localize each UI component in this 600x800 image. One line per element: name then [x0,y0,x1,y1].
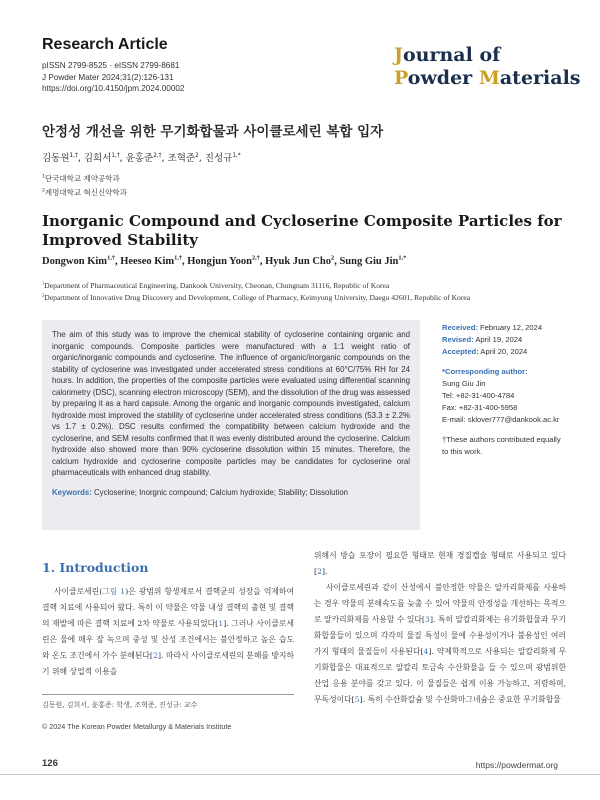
citation-ref[interactable]: 3 [424,615,430,624]
section-title-introduction: 1. Introduction [42,560,149,575]
journal-meta [42,60,184,95]
body-column-right: 위해서 방습 포장이 필요한 형태로 현재 경질캡슐 형태로 사용되고 있다[2]. 사이클로세린과 같이 산성에서 불안정한 약물은 알카리화제를 사용하는 경우 약물의 분해속도를 늦출 수 있어 약물의 안정성을 개선하는 목적으로 알카리화제를 사용할 수 있다[3]. 특히 알칼리화제는 유기화합물과 무기화합물들이 있으며 각각의 물질 특성이 물에 수용성이거나 불용성인 여러가지 형태의 물질들이 사용된다[4]. 약제학적으로 사용되는 알칼리화제 무기화합물은 대표적으로 알칼리 토금속 수산화물을 들 수 있으며 광범위한 산업 응용 분야를 갖고 있다. 이 물질들은 쉽게 이용 가능하고, 저렴하며, 무독성이다[5]. 특히 수산화칼슘 및 수산화마그네슘은 중요한 무기화합물 [314,551,566,704]
citation-ref[interactable]: 5 [354,695,360,704]
citation-ref[interactable]: 1 [218,619,224,628]
page-number: 126 [42,758,58,769]
korean-affiliations: $^1$단국대학교 제약공학과 $^2$계명대학교 혁신신약학과 [42,174,127,197]
figure-ref[interactable]: 그림 1 [102,587,126,596]
article-info: Received: February 12, 2024 Revised: April 19, 2024 Accepted: April 20, 2024 *Corresponding author: Sung Giu Jin Tel: +82-31-400-4784 Fax: +82-31-400-5958 E-mail: sklover777@dankook.ac.kr †These authors contributed equally to this work. [442,322,567,466]
korean-title: 안정성 개선을 위한 무기화합물과 사이클로세린 복합 입자 [42,124,384,140]
citation-ref[interactable]: 2 [152,651,158,660]
body-column-left: 사이클로세린(그림 1)은 광범위 항생제로서 결핵균의 성장을 억제하여 결핵 치료에 사용되어 왔다. 특히 이 약물은 약물 내성 결핵의 출현 및 결핵의 재발에 따른 결핵 치료에 2차 약물로 사용되었다[1]. 그러나 사이클로세린은 물에 매우 잘 녹으며 중성 및 산성 조건에서는 불안정하고 높은 습도와 온도 조건에서 가수 분해된다[2]. 따라서 사이클로세린의 분해를 방지하기 위해 상업적 이용을 [42,587,294,676]
email-link[interactable]: E-mail: sklover777@dankook.ac.kr [442,415,560,424]
copyright: © 2024 The Korean Powder Metallurgy & Materials Institute [42,722,232,731]
issn: pISSN 2799-8525 · eISSN 2799-8681 [42,61,180,70]
article-type: Research Article [42,36,168,53]
english-affiliations: $^1$Department of Pharmaceutical Engineering, Dankook University, Cheonan, Chungnam 31116, Republic of Korea $^2$Department of Innovative Drug Discovery and Development, College of Pharmacy, Keimyung University, Daegu 42601, Republic of Korea [42,280,471,302]
citation: J Powder Mater 2024;31(2):126-131 [42,72,174,82]
citation-ref[interactable]: 2 [317,567,323,576]
author-status-footnote: 김동원, 김희서, 윤홍준: 학생, 조혁준, 진성규: 교수 [42,701,198,709]
equal-contribution-note: †These authors contributed equally to this work. [442,435,561,456]
citation-ref[interactable]: 4 [423,647,429,656]
keywords: Keywords: Cycloserine; Inorgnic compound; Calcium hydroxide; Stability; Dissolution [52,487,348,497]
bottom-divider [0,774,600,775]
footnote-divider [42,694,294,695]
english-title: Inorganic Compound and Cycloserine Composite Particles for Improved Stability [42,212,562,249]
doi-link[interactable]: https://doi.org/10.4150/jpm.2024.00002 [42,84,185,93]
abstract-box [42,320,420,530]
korean-authors: 김동원$^{1,\dagger}$, 김희서$^{1,\dagger}$, 윤홍준$^{2,\dagger}$, 조혁준$^2$, 진성규$^{1,*}$ [42,152,241,164]
english-authors: Dongwon Kim$^{1,\dagger}$, Heeseo Kim$^{1,\dagger}$, Hongjun Yoon$^{2,\dagger}$, Hyuk Jun Cho$^2$, Sung Giu Jin$^{1,*}$ [42,254,407,267]
abstract-text: The aim of this study was to improve the chemical stability of cycloserine containing organic and inorganic compounds. Composite particles were manufactured with a 1:1 weight ratio of organic/inorganic compounds and cycloserine. The influence of organic/inorganic compounds on the stability of cycloserine was investigated under accelerated stress conditions at 60°C/75% RH for 24 hours. In addition, the properties of the composite particles were evaluated using differential scanning calorimetry (DSC), scanning electron microscopy (SEM), and the dissolution of the drug was assessed by preparing it as a hard capsule. Among the organic and inorganic compounds investigated, calcium hydroxide most improved the stability of cycloserine under accelerated stress conditions (53.3 ± 2.2% vs 1.7 ± 0.2%). DSC results confirmed the compatibility between calcium hydroxide and the cycloserine, and SEM results confirmed that it was evenly distributed around the cycloserine. Calcium hydroxide also showed more than 90% cycloserine dissolution within 15 minutes. Therefore, the calcium hydroxide and cycloserine composite particles may be candidates for cycloserine oral pharmaceuticals with enhanced drug stability. [52,330,410,477]
journal-logo: Journal of Powder Materials [394,44,581,89]
journal-url[interactable]: https://powdermat.org [475,760,558,770]
